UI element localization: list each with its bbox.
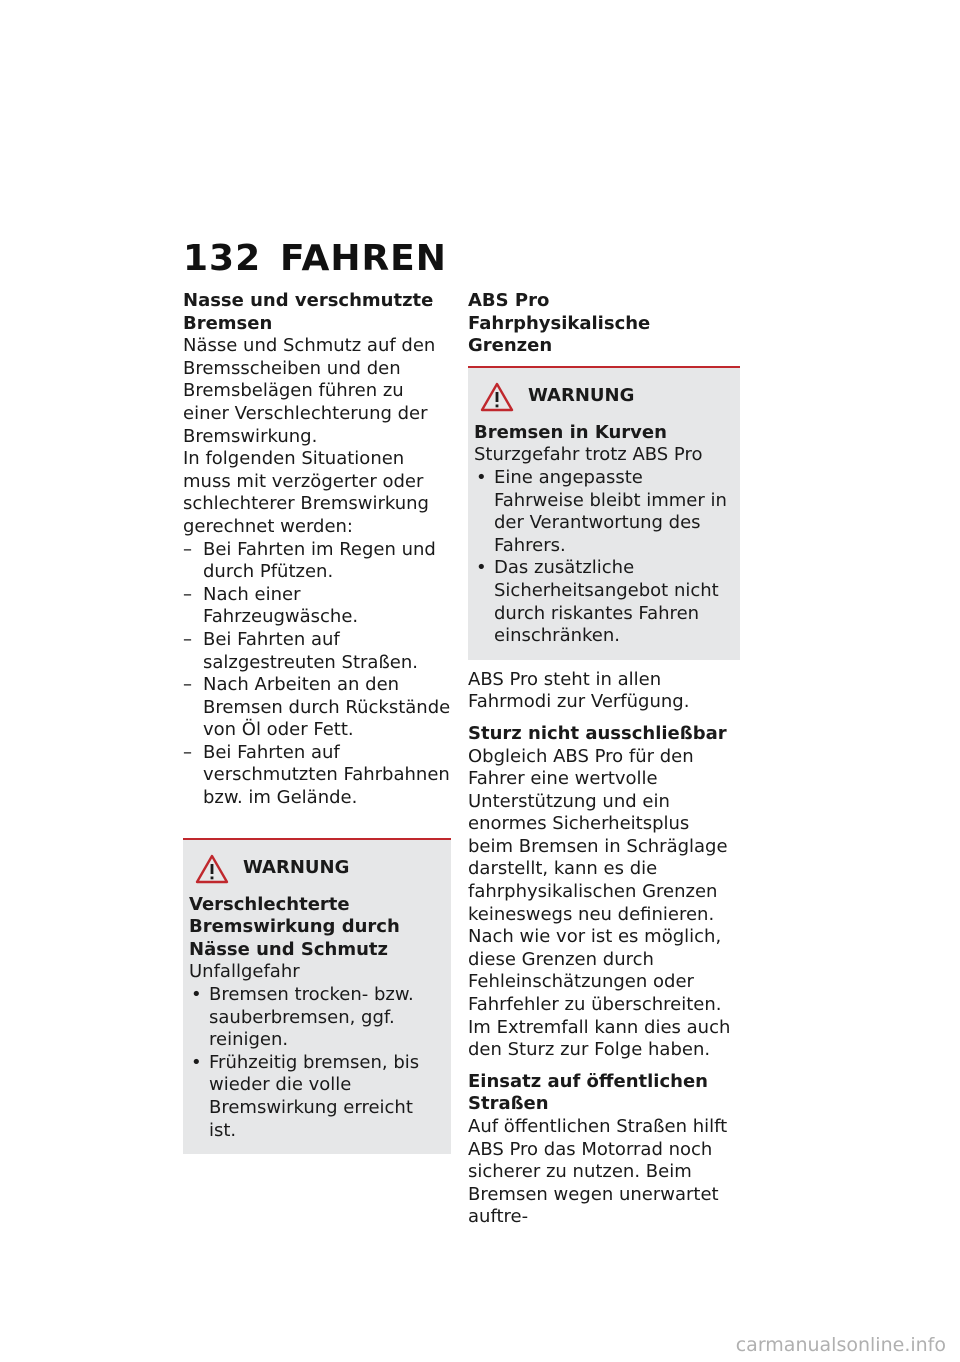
page-number: 132: [183, 238, 262, 279]
warning-box: [183, 838, 451, 1155]
warning-list: [189, 984, 445, 1142]
list-item: – Bei Fahrten auf verschmutzten Fahrbahnen bzw. im Gelände.: [183, 742, 451, 810]
watermark: carmanualsonline.info: [735, 1334, 946, 1356]
warning-title: Verschlechterte Bremswirkung durch Nässe und Schmutz: [189, 893, 400, 960]
left-column: [183, 290, 451, 1154]
list-item: • Bremsen trocken- bzw. sauberbremsen, ggf. reinigen.: [189, 984, 445, 1052]
section-heading: ABS Pro: [468, 290, 550, 311]
warning-title: Bremsen in Kurven: [474, 421, 667, 443]
list-item: • Das zusätzliche Sicherheitsangebot nicht durch riskantes Fahren einschränken.: [474, 557, 734, 647]
paragraph: ABS Pro steht in allen Fahrmodi zur Verfügung.: [468, 668, 690, 713]
chapter-title: FAHREN: [280, 238, 447, 279]
subsection-heading: Fahrphysikalische Grenzen: [468, 312, 651, 357]
right-column: [468, 290, 740, 1229]
list-item: – Bei Fahrten im Regen und durch Pfützen.: [183, 539, 451, 584]
paragraph: Nässe und Schmutz auf den Bremsscheiben und den Bremsbelägen führen zu einer Verschlechterung der Bremswirkung.: [183, 335, 436, 447]
page-header: [183, 238, 447, 279]
warning-subtitle: Sturzgefahr trotz ABS Pro: [474, 444, 703, 466]
warning-triangle-icon: [195, 854, 229, 884]
warning-box: [468, 366, 740, 660]
list-item: • Eine angepasste Fahrweise bleibt immer in der Verantwortung des Fahrers.: [474, 467, 734, 557]
warning-list: [474, 467, 734, 648]
list-item: – Nach Arbeiten an den Bremsen durch Rückstände von Öl oder Fett.: [183, 674, 451, 742]
warning-label: WARNUNG: [243, 857, 350, 879]
paragraph: In folgenden Situationen muss mit verzögerter oder schlechterer Bremswirkung gerechnet werden:: [183, 448, 429, 537]
warning-subtitle: Unfallgefahr: [189, 961, 300, 983]
section-heading: Einsatz auf öffentlichen Straßen: [468, 1070, 708, 1115]
section-heading: Nasse und verschmutzte Bremsen: [183, 290, 434, 334]
warning-label: WARNUNG: [528, 385, 635, 407]
paragraph: Auf öffentlichen Straßen hilft ABS Pro das Motorrad noch sicherer zu nutzen. Beim Bremsen wegen unerwartet auftre-: [468, 1116, 728, 1228]
list-item: – Bei Fahrten auf salzgestreuten Straßen.: [183, 629, 451, 674]
list-item: • Frühzeitig bremsen, bis wieder die volle Bremswirkung erreicht ist.: [189, 1052, 445, 1142]
situation-list: [183, 539, 451, 810]
warning-header: [189, 854, 445, 884]
warning-header: [474, 382, 734, 412]
list-item: – Nach einer Fahrzeugwäsche.: [183, 584, 451, 629]
warning-triangle-icon: [480, 382, 514, 412]
paragraph: Obgleich ABS Pro für den Fahrer eine wertvolle Unterstützung und ein enormes Sicherheitsplus beim Bremsen in Schräglage darstellt, kann es die fahrphysikalischen Grenzen keineswegs neu definieren. Nach wie vor ist es möglich, diese Grenzen durch Fehleinschätzungen oder Fahrfehler zu überschreiten. Im Extremfall kann dies auch den Sturz zur Folge haben.: [468, 745, 731, 1061]
section-heading: Sturz nicht ausschließbar: [468, 722, 727, 744]
